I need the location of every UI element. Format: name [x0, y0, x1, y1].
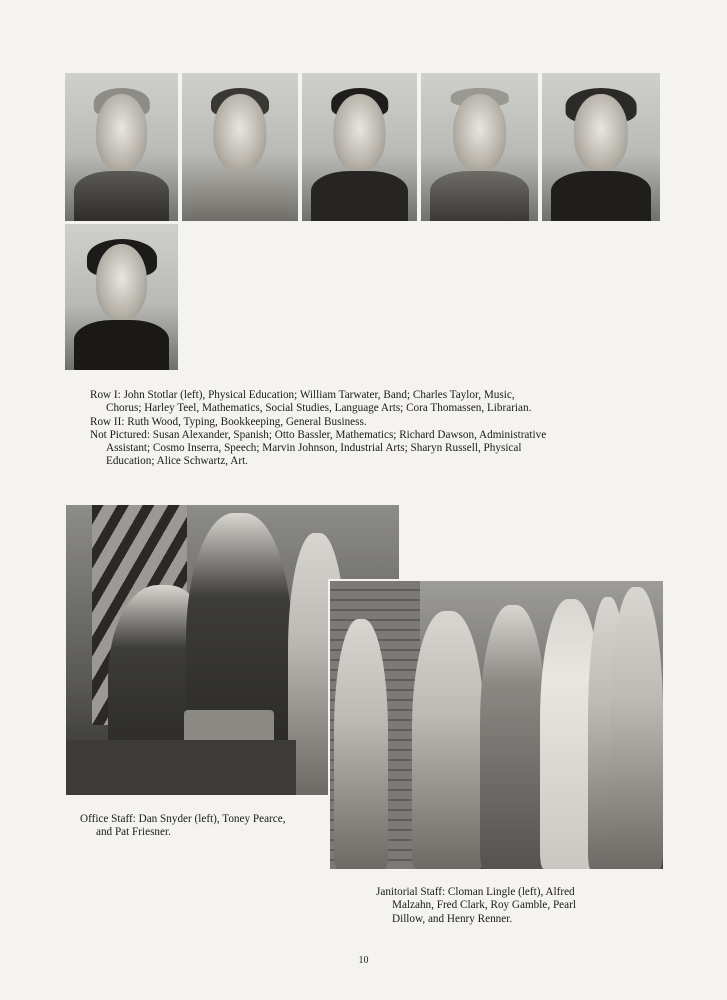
caption-line: Row I: John Stotlar (left), Physical Education; William Tarwater, Band; Charles Taylor, Music, — [90, 389, 515, 401]
caption-line: Office Staff: Dan Snyder (left), Toney Pearce, — [80, 813, 286, 825]
caption-line: and Pat Friesner. — [96, 826, 171, 839]
caption-line: Assistant; Cosmo Inserra, Speech; Marvin Johnson, Industrial Arts; Sharyn Russell, Physical — [106, 442, 522, 455]
figure — [610, 587, 663, 869]
figure — [334, 619, 388, 869]
desk — [66, 740, 296, 795]
office-caption — [80, 813, 325, 840]
portrait-cora-thomassen — [542, 73, 660, 221]
page-number: 10 — [358, 955, 369, 966]
portrait-william-tarwater — [182, 73, 298, 221]
portrait-john-stotlar — [65, 73, 178, 221]
portrait-harley-teel — [421, 73, 538, 221]
caption-line: Malzahn, Fred Clark, Roy Gamble, Pearl — [392, 899, 576, 912]
caption-line: Education; Alice Schwartz, Art. — [106, 455, 248, 468]
figure — [480, 605, 546, 869]
caption-line: Not Pictured: Susan Alexander, Spanish; Otto Bassler, Mathematics; Richard Dawson, Administrative — [90, 428, 547, 441]
janitorial-staff-photo — [328, 579, 665, 871]
portrait-charles-taylor — [302, 73, 417, 221]
caption-line: Dillow, and Henry Renner. — [392, 912, 513, 925]
caption-line: Chorus; Harley Teel, Mathematics, Social Studies, Language Arts; Cora Thomassen, Librarian. — [106, 402, 532, 415]
portrait-ruth-wood — [65, 224, 178, 370]
figure — [412, 611, 484, 869]
faculty-caption — [90, 389, 632, 469]
caption-line: Row II: Ruth Wood, Typing, Bookkeeping, General Business. — [90, 415, 367, 428]
caption-line: Janitorial Staff: Cloman Lingle (left), Alfred — [376, 886, 575, 898]
janitorial-caption — [376, 886, 616, 926]
